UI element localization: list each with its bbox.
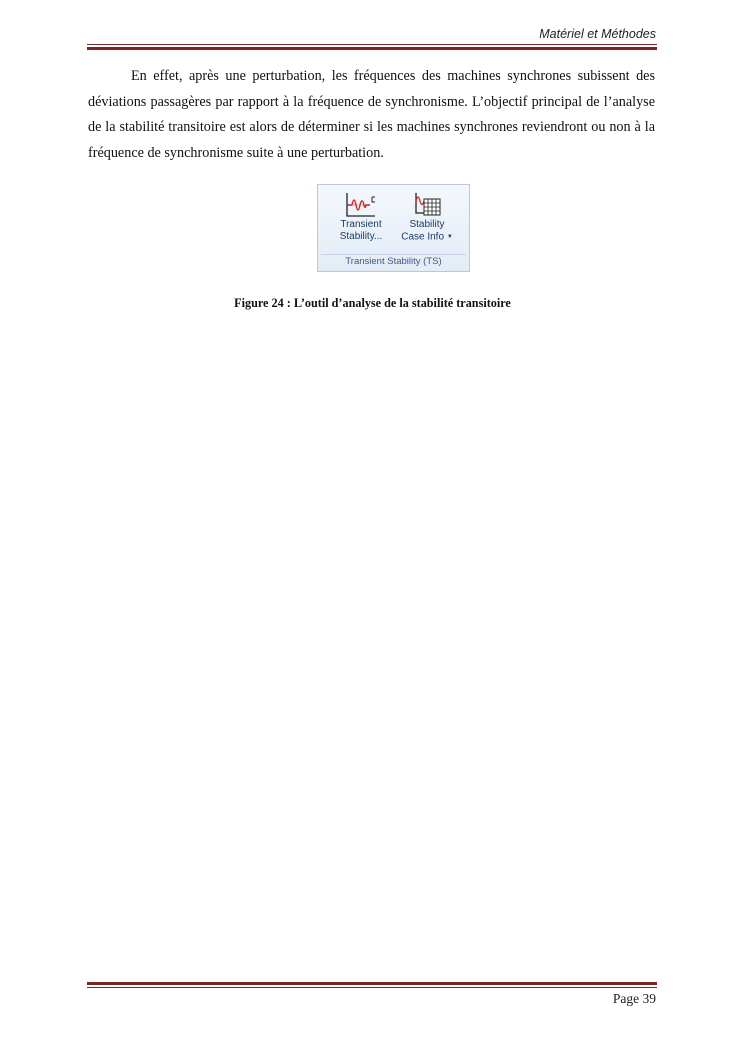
body-paragraph: En effet, après une perturbation, les fréquences des machines synchrones subissent des déviations passagères par rapport à la fréquence de synchronisme. L’objectif principal de l’analyse de la stabilité transitoire est alors de déterminer si les machines synchrones reviendront ou non à la fréquence de synchronisme suite à une perturbation. bbox=[88, 68, 655, 161]
header-rule-thin bbox=[87, 44, 657, 45]
header-rule-thick bbox=[87, 47, 657, 50]
transient-stability-icon bbox=[344, 191, 378, 219]
stability-case-info-label-text: Case Info bbox=[401, 231, 445, 243]
transient-stability-button[interactable] bbox=[330, 189, 392, 253]
ribbon-figure bbox=[317, 184, 470, 272]
transient-stability-label-1: Transient bbox=[340, 219, 382, 230]
stability-case-info-button[interactable] bbox=[396, 189, 458, 253]
section-title: Matériel et Méthodes bbox=[539, 27, 656, 41]
footer-rule-thick bbox=[87, 982, 657, 985]
ribbon-group-label: Transient Stability (TS) bbox=[321, 254, 466, 269]
transient-stability-label-2: Stability... bbox=[339, 231, 383, 242]
footer-rule-thin bbox=[87, 987, 657, 988]
dropdown-arrow-icon[interactable]: ▼ bbox=[446, 234, 453, 240]
page-number: Page 39 bbox=[612, 991, 656, 1006]
stability-case-info-icon bbox=[410, 191, 444, 219]
stability-case-info-label-2 bbox=[396, 231, 458, 244]
figure-caption: Figure 24 : L’outil d’analyse de la stabilité transitoire bbox=[234, 296, 511, 310]
stability-case-info-label-1: Stability bbox=[409, 219, 445, 230]
